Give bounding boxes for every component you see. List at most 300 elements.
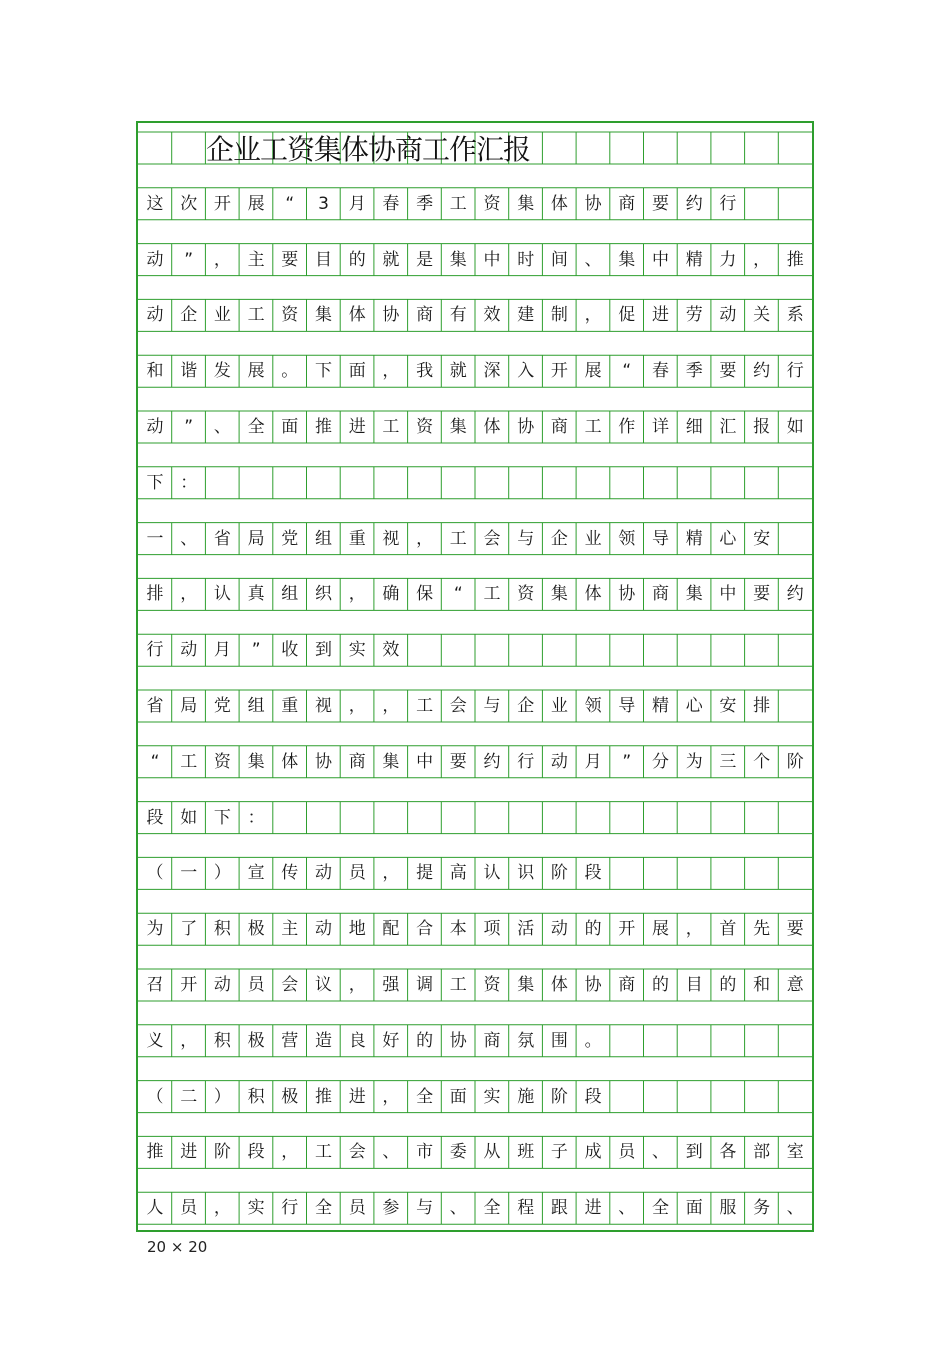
grid-cell-character: 体 [483,417,501,437]
grid-cell-character: 面 [449,1086,467,1107]
grid-cell-character: 良 [348,1030,366,1051]
grid-cell-character: 人 [146,1198,164,1219]
grid-cell-character: 实 [247,1198,265,1219]
grid-cell-character: 集 [618,249,636,270]
grid-cell-character: 参 [382,1198,400,1219]
grid-cell-character: ， [213,1198,231,1219]
grid-cell-character: 造 [315,1030,332,1051]
grid-cell-character: 资 [483,975,501,995]
grid-cell-character: 宣 [247,863,265,884]
grid-cell-character: 首 [719,919,737,940]
grid-cell-character: “ [622,361,632,382]
grid-cell-character: 春 [652,361,669,382]
grid-cell-character: 心 [719,528,737,549]
grid-cell-character: ， [348,696,366,716]
grid-cell-character: 全 [247,417,265,437]
grid-cell-character: 资 [483,193,501,214]
grid-cell-character: 极 [247,919,265,940]
grid-cell-character: ” [251,640,261,661]
grid-cell-character: 积 [213,1030,231,1051]
grid-cell-character: 到 [315,640,332,661]
grid-cell-character: 认 [483,863,501,884]
grid-cell-character: ， [685,919,703,940]
grid-cell-character: 中 [416,751,434,772]
grid-cell-character: ， [382,863,400,884]
grid-cell-character: 各 [719,1142,737,1163]
grid-cell-character: 集 [315,305,332,326]
grid-cell-character: 进 [584,1198,602,1219]
grid-cell-character: 谐 [180,361,198,382]
grid-cell-character: 子 [550,1142,568,1163]
grid-cell-character: ” [184,417,194,437]
grid-cell-character: 中 [652,249,669,270]
grid-cell-character: 展 [247,193,265,214]
grid-cell-character: 面 [281,417,299,437]
grid-cell-character: 这 [146,193,164,214]
grid-cell-character: 体 [550,975,568,995]
grid-cell-character: 到 [685,1142,703,1163]
grid-cell-character: 商 [348,751,366,772]
grid-cell-character: 要 [753,584,771,605]
grid-cell-character: 协 [315,751,332,772]
grid-cell-character: 下 [146,472,164,493]
grid-cell-character: 协 [584,975,602,995]
grid-cell-character: 汇 [719,417,737,437]
grid-cell-character: 、 [449,1198,467,1219]
grid-cell-character: 安 [753,528,771,549]
grid-cell-character: 作 [618,417,636,437]
grid-cell-character: 全 [483,1198,501,1219]
grid-cell-character: ， [382,1086,400,1107]
grid-cell-character: 要 [786,919,804,940]
grid-cell-character: 体 [348,305,366,326]
grid-cell-character: 资 [213,751,231,772]
grid-cell-character: （ [146,1086,164,1107]
grid-cell-character: 动 [146,249,164,270]
grid-cell-character: 义 [146,1030,164,1051]
grid-cell-character: 员 [618,1142,636,1163]
grid-cell-character: 、 [652,1142,669,1163]
grid-cell-character: 成 [584,1142,602,1163]
grid-cell-character: 调 [416,975,434,995]
grid-cell-character: 动 [146,305,164,326]
grid-cell-character: 商 [416,305,434,326]
grid-cell-character: 氛 [517,1030,535,1051]
grid-cell-character: 认 [213,584,231,605]
grid-cell-character: 集 [517,193,535,214]
document-title: 企业工资集体协商工作汇报 [206,133,531,166]
grid-cell-character: “ [150,751,160,772]
grid-spec-label: 20 × 20 [147,1238,208,1256]
grid-cell-character: 强 [382,975,400,995]
grid-cell-character: 段 [584,1086,602,1107]
grid-cell-character: 动 [146,417,164,437]
grid-cell-character: 室 [786,1142,804,1163]
grid-cell-character: 与 [483,696,501,716]
grid-cell-character: 有 [449,305,467,326]
grid-cell-character: 企 [180,305,198,326]
grid-cell-character: 月 [348,193,366,214]
grid-cell-character: 入 [517,361,535,382]
grid-cell-character: 跟 [550,1198,568,1219]
grid-cell-character: 动 [315,863,332,884]
grid-cell-character: 导 [652,528,669,549]
grid-cell-character: 行 [719,193,737,214]
grid-cell-character: 的 [416,1030,434,1051]
grid-cell-character: 展 [247,361,265,382]
grid-cell-character: 委 [449,1142,467,1163]
grid-cell-character: 识 [517,863,535,884]
grid-cell-character: 报 [753,417,771,437]
grid-cell-character: 员 [348,1198,366,1219]
grid-cell-character: 开 [550,361,568,382]
grid-cell-character: 协 [517,417,535,437]
grid-cell-character: 进 [348,1086,366,1107]
grid-cell-character: 、 [213,417,231,437]
grid-cell-character: 工 [449,528,467,549]
grid-cell-character: 集 [449,417,467,437]
grid-cell-character: ， [348,584,366,605]
grid-cell-character: 工 [382,417,400,437]
grid-cell-character: 提 [416,863,434,884]
grid-cell-character: 的 [652,975,669,995]
grid-cell-character: 行 [786,361,804,382]
grid-cell-character: 员 [348,863,366,884]
grid-cell-character: 保 [416,584,434,605]
grid-cell-character: 目 [315,249,332,270]
grid-cell-character: 的 [584,919,602,940]
grid-cell-character: 开 [180,975,198,995]
grid-cell-character: 了 [180,919,198,940]
grid-cell-character: 市 [416,1142,434,1163]
grid-cell-character: 效 [483,305,501,326]
grid-cell-character: 业 [550,696,568,716]
grid-cell-character: 集 [382,751,400,772]
grid-cell-character: 视 [382,528,400,549]
grid-cell-character: 展 [652,919,669,940]
grid-cell-character: 协 [382,305,400,326]
grid-cell-character: 动 [213,975,231,995]
grid-cell-character: 和 [753,975,771,995]
grid-cell-character: 就 [449,361,467,382]
grid-cell-character: （ [146,863,164,884]
grid-cell-character: 开 [618,919,636,940]
grid-cell-character: 议 [315,975,332,995]
grid-cell-character: 配 [382,919,400,940]
grid-cell-character: 中 [719,584,737,605]
grid-cell-character: 商 [483,1030,501,1051]
grid-cell-character: 月 [213,640,231,661]
grid-cell-character: 下 [315,361,332,382]
grid-cell-character: 合 [416,919,434,940]
grid-cell-character: 要 [652,193,669,214]
grid-cell-character: ， [180,1030,198,1051]
grid-cell-character: 领 [618,528,636,549]
grid-cell-character: 行 [517,751,535,772]
grid-cell-character: 为 [685,751,703,772]
grid-cell-character: 阶 [213,1142,231,1163]
grid-cell-character: 个 [753,751,771,772]
grid-cell-character: 目 [685,975,703,995]
grid-cell-character: 意 [786,975,804,995]
grid-cell-character: 省 [146,696,164,716]
grid-cell-character: 为 [146,919,164,940]
grid-cell-character: 积 [213,919,231,940]
grid-cell-character: 体 [281,751,299,772]
grid-cell-character: 排 [753,696,771,716]
grid-cell-character: 业 [213,305,231,326]
grid-cell-character: 业 [584,528,602,549]
grid-cell-character: 召 [146,975,164,995]
grid-cell-character: 部 [753,1142,771,1163]
grid-cell-character: 进 [652,305,669,326]
grid-cell-character: ” [184,249,194,270]
grid-cell-character: 进 [348,417,366,437]
grid-cell-character: 商 [618,975,636,995]
grid-cell-character: 实 [483,1086,501,1107]
grid-cell-character: 精 [685,528,703,549]
grid-cell-character: 好 [382,1030,400,1051]
grid-cell-character: 阶 [786,751,804,772]
grid-cell-character: 动 [315,919,332,940]
grid-cell-character: 动 [719,305,737,326]
grid-cell-character: 面 [685,1198,703,1219]
grid-cell-character: 极 [281,1086,299,1107]
grid-cell-character: 企 [550,528,568,549]
grid-cell-character: 工 [483,584,501,605]
grid-cell-character: 季 [685,361,703,382]
grid-cell-character: 细 [685,417,703,437]
grid-cell-character: 活 [517,919,535,940]
grid-cell-character: 次 [180,193,198,214]
grid-cell-character: 力 [719,249,737,270]
grid-cell-character: 工 [584,417,602,437]
grid-cell-character: 全 [416,1086,434,1107]
grid-cell-character: 高 [449,863,467,884]
grid-cell-character: ， [416,528,434,549]
grid-cell-character: 。 [584,1030,602,1051]
grid-cell-character: 要 [719,361,737,382]
grid-cell-character: 集 [449,249,467,270]
grid-cell-character: 班 [517,1142,535,1163]
grid-cell-character: 季 [416,193,434,214]
grid-cell-character: 局 [247,528,265,549]
grid-cell-character: 精 [652,696,669,716]
grid-cell-character: 中 [483,249,501,270]
grid-cell-character: 如 [786,417,804,437]
grid-cell-character: 主 [281,919,299,940]
grid-cell-character: 段 [146,807,164,828]
manuscript-grid-sheet [136,121,814,1232]
grid-cell-character: 动 [180,640,198,661]
grid-cell-character: 一 [180,863,198,884]
grid-cell-character: 重 [348,528,366,549]
grid-cell-character: 积 [247,1086,265,1107]
grid-cell-character: 工 [315,1142,332,1163]
grid-cell-character: 二 [180,1086,198,1107]
grid-cell-character: 动 [550,919,568,940]
grid-cell-character: 全 [315,1198,332,1219]
grid-cell-character: 工 [180,751,198,772]
grid-cell-character: ， [180,584,198,605]
grid-cell-character: 安 [719,696,737,716]
grid-cell-character: 组 [281,584,299,605]
grid-cell-character: 领 [584,696,602,716]
grid-cell-character: 约 [483,751,501,772]
grid-cell-character: 确 [382,584,400,605]
grid-cell-character: 如 [180,807,198,828]
grid-cell-character: “ [453,584,463,605]
grid-cell-character: 资 [517,584,535,605]
grid-cell-character: 促 [618,305,636,326]
grid-cell-character: 劳 [685,305,703,326]
grid-cell-character: 是 [416,249,434,270]
grid-cell-character: 党 [281,528,299,549]
grid-cell-character: 推 [786,249,804,270]
grid-cell-character: 下 [213,807,231,828]
grid-cell-character: 会 [281,975,299,995]
grid-cell-character: 、 [180,528,198,549]
grid-cell-character: 约 [685,193,703,214]
grid-cell-character: 商 [652,584,669,605]
grid-cell-character: 一 [146,528,164,549]
grid-cell-character: 发 [213,361,231,382]
grid-cell-character: 党 [213,696,231,716]
grid-cell-character: 地 [348,919,366,940]
grid-cell-character: 极 [247,1030,265,1051]
grid-cell-character: 的 [348,249,366,270]
grid-cell-character: 重 [281,696,299,716]
grid-cell-character: 商 [618,193,636,214]
grid-cell-character: ， [753,249,771,270]
grid-cell-character: 体 [584,584,602,605]
grid-cell-character: 会 [348,1142,366,1163]
grid-cell-character: 、 [382,1142,400,1163]
grid-cell-character: 关 [753,305,771,326]
grid-cell-character: 系 [786,305,804,326]
grid-cell-character: 实 [348,640,366,661]
grid-cell-character: 段 [584,863,602,884]
grid-cell-character: 先 [753,919,771,940]
grid-cell-character: 企 [517,696,535,716]
grid-cell-character: 局 [180,696,198,716]
grid-cell-character: ： [180,472,198,493]
grid-cell-character: 体 [550,193,568,214]
grid-cell-character: 织 [315,584,332,605]
grid-cell-character: 行 [281,1198,299,1219]
grid-cell-character: 深 [483,361,501,382]
grid-cell-character: 项 [483,919,501,940]
grid-cell-character: 心 [685,696,703,716]
grid-cell-character: ） [213,1086,231,1107]
grid-cell-character: 约 [786,584,804,605]
grid-cell-character: 进 [180,1142,198,1163]
grid-cell-character: “ [285,193,295,214]
grid-cell-character: 传 [281,863,299,884]
grid-cell-character: 与 [517,528,535,549]
grid-lines [138,123,812,1230]
grid-cell-character: 省 [213,528,231,549]
grid-cell-character: 营 [281,1030,299,1051]
grid-cell-character: 服 [719,1198,737,1219]
grid-cell-character: 员 [180,1198,198,1219]
grid-cell-character: ， [584,305,602,326]
grid-cell-character: 要 [281,249,299,270]
grid-cell-character: ， [382,696,400,716]
grid-cell-character: 我 [416,361,434,382]
grid-cell-character: 协 [618,584,636,605]
grid-cell-character: 、 [786,1198,804,1219]
grid-cell-character: ， [382,361,400,382]
grid-cell-character: 工 [247,305,265,326]
grid-cell-character: ” [622,751,632,772]
grid-cell-character: 和 [146,361,164,382]
grid-cell-character: 组 [315,528,332,549]
grid-cell-character: 推 [315,417,332,437]
grid-cell-character: 阶 [550,1086,568,1107]
grid-cell-character: 视 [315,696,332,716]
grid-cell-character: 协 [584,193,602,214]
grid-cell-character: 间 [550,249,568,270]
grid-cell-character: 阶 [550,863,568,884]
grid-cell-character: 详 [652,417,669,437]
grid-cell-character: 真 [247,584,265,605]
grid-cell-character: 排 [146,584,164,605]
grid-cell-character: 资 [281,305,299,326]
grid-cell-character: 效 [382,640,400,661]
grid-cell-character: 协 [449,1030,467,1051]
grid-cell-character: 本 [449,919,467,940]
grid-cell-character: 段 [247,1142,265,1163]
grid-cell-character: 全 [652,1198,669,1219]
grid-cell-character: 3 [318,193,329,214]
grid-cell-character: 三 [719,751,737,772]
grid-cell-character: 推 [146,1142,164,1163]
grid-cell-character: 工 [449,975,467,995]
grid-cell-character: 组 [247,696,265,716]
grid-cell-character: ） [213,863,231,884]
grid-cell-character: 推 [315,1086,332,1107]
grid-cell-character: 工 [449,193,467,214]
grid-cell-character: ， [348,975,366,995]
grid-cell-character: 商 [550,417,568,437]
grid-cell-character: 面 [348,361,366,382]
grid-cell-character: 施 [517,1086,535,1107]
grid-cell-character: 集 [550,584,568,605]
grid-cell-character: 展 [584,361,602,382]
grid-cell-character: 、 [584,249,602,270]
grid-cell-character: 员 [247,975,265,995]
grid-cell-character: 约 [753,361,771,382]
grid-cell-character: 月 [584,751,602,772]
grid-cell-character: ， [281,1142,299,1163]
grid-cell-character: 主 [247,249,265,270]
grid-cell-character: 制 [550,305,568,326]
grid-cell-character: 的 [719,975,737,995]
grid-cell-character: 务 [753,1198,771,1219]
grid-cell-character: 会 [483,528,501,549]
grid-cell-character: 要 [449,751,467,772]
grid-cell-character: 分 [652,751,669,772]
grid-cell-character: 建 [517,305,535,326]
grid-cell-character: 集 [247,751,265,772]
grid-cell-character: 开 [213,193,231,214]
grid-cell-character: ， [213,249,231,270]
grid-cell-character: 动 [550,751,568,772]
grid-cell-character: 与 [416,1198,434,1219]
grid-cell-character: 集 [517,975,535,995]
grid-cell-character: 会 [449,696,467,716]
